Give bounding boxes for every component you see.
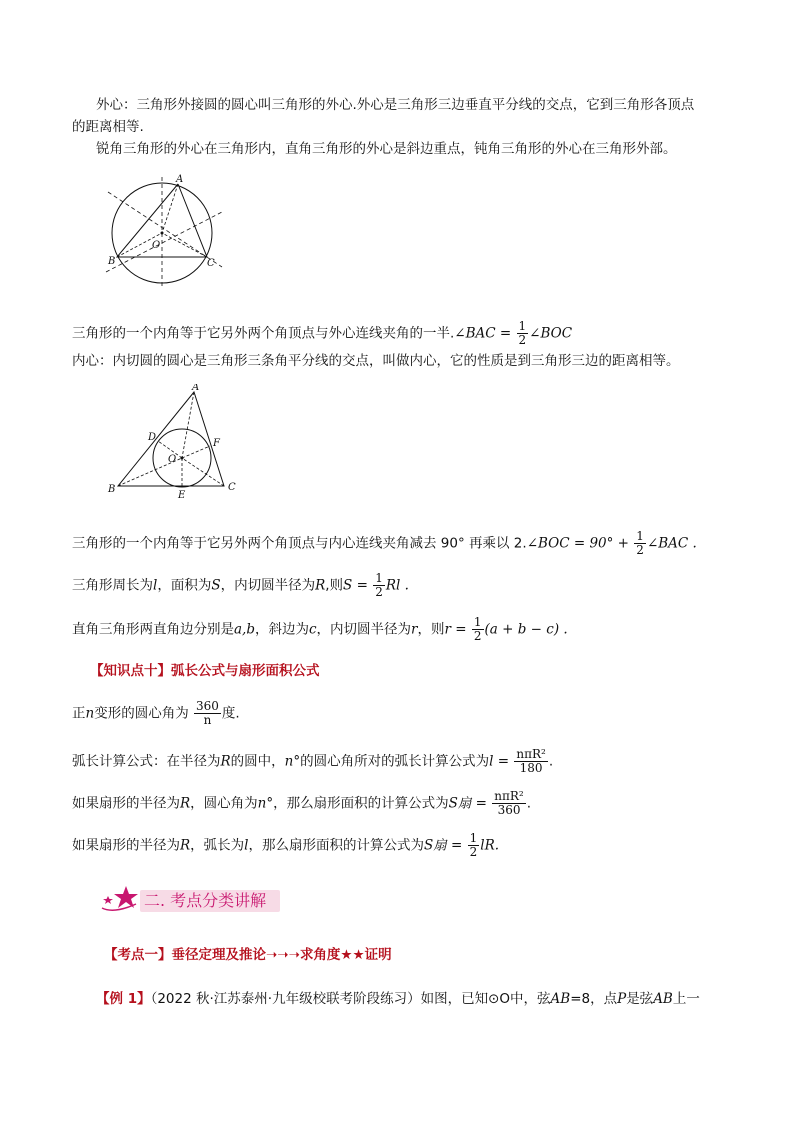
fig2-label-c: C xyxy=(228,482,236,493)
example-eq: =8，点 xyxy=(570,991,618,1007)
right-triangle-inradius xyxy=(72,616,568,643)
p7-var-c: c xyxy=(308,621,317,638)
fraction-half-3: $\frac{1}{2}$ xyxy=(375,571,383,599)
test-point-heading xyxy=(104,946,392,964)
example-var-ab: AB xyxy=(550,991,571,1007)
test-point-tail: 求角度★★证明 xyxy=(299,947,392,963)
example-1 xyxy=(96,990,700,1008)
example-text: 如图，已知⊙O中，弦 xyxy=(420,991,551,1007)
sector-area-formula-angle: 如果扇形的半径为R，圆心角为n°，那么扇形面积的计算公式为S扇 = $\frac{\text{nπR²}}{360}$ . xyxy=(72,789,532,817)
circumcenter-position: 锐角三角形的外心在三角形内，直角三角形的外心是斜边重点，钝角三角形的外心在三角形外部。 xyxy=(96,141,677,157)
fig2-label-a: A xyxy=(192,384,200,393)
p7-formula-rhs: (a + b − c) . xyxy=(484,621,568,638)
p11-var-r: R xyxy=(180,837,191,854)
polygon-central-angle xyxy=(72,700,240,727)
incenter-angle-property xyxy=(72,530,697,557)
formula-bac-rhs: ∠BAC . xyxy=(646,535,697,552)
fraction-sector: $\frac{\text{nπR²}}{360}$ xyxy=(494,789,524,817)
fig1-label-a: A xyxy=(176,174,184,185)
fig2-label-e: E xyxy=(178,490,186,500)
p10-formula-lhs: S扇 = xyxy=(448,795,487,812)
arrow-icons: ➝➝➝ xyxy=(266,947,300,963)
fig1-label-o: O xyxy=(152,240,161,251)
example-var-ab2: AB xyxy=(653,991,673,1007)
p11-formula-lhs: S扇 = xyxy=(424,837,463,854)
p6-text-3: ，内切圆半径为 xyxy=(220,577,316,594)
fraction-half-2: $\frac{1}{2}$ xyxy=(636,529,644,557)
p9-text-2: 的圆中， xyxy=(230,753,285,770)
p7-text: 直角三角形两直角边分别是 xyxy=(72,621,234,638)
fraction-arc: $\frac{\text{nπR²}}{180}$ xyxy=(516,747,546,775)
fig1-label-c: C xyxy=(207,258,215,269)
formula-boc: ∠BOC xyxy=(529,325,573,342)
p10-text: 如果扇形的半径为 xyxy=(72,795,180,812)
example-end: 上一 xyxy=(672,991,700,1007)
p9-var-n: n° xyxy=(284,753,301,770)
example-source: （2022 秋·江苏泰州·九年级校联考阶段练习） xyxy=(150,991,421,1007)
example-tail: 是弦 xyxy=(626,991,654,1007)
p6-formula-lhs: S = xyxy=(343,577,368,594)
circumcenter-angle-property xyxy=(72,320,572,347)
p9-var-r: R xyxy=(220,753,231,770)
p7-var-ab: a,b xyxy=(234,621,255,638)
p11-text: 如果扇形的半径为 xyxy=(72,837,180,854)
circumcircle-figure xyxy=(104,172,230,298)
p7-text-3: ，内切圆半径为 xyxy=(316,621,412,638)
p11-var-l: l xyxy=(244,837,249,854)
star-icon xyxy=(100,884,144,914)
incenter-definition: 内心：内切圆的圆心是三角形三条角平分线的交点，叫做内心，它的性质是到三角形三边的距离相等。 xyxy=(72,353,680,369)
fraction-half-4: $\frac{1}{2}$ xyxy=(473,615,482,643)
arc-length-formula: 弧长计算公式：在半径为R的圆中，n°的圆心角所对的弧长计算公式为l = $\frac{\text{nπR²}}{180}$ . xyxy=(72,747,554,775)
angle-property-text: 三角形的一个内角等于它另外两个角顶点与外心连线夹角的一半. xyxy=(72,325,455,342)
p10-var-r: R xyxy=(180,795,191,812)
p6-text-4: ,则 xyxy=(325,577,344,594)
fraction-half: $\frac{1}{2}$ xyxy=(518,319,527,347)
sector-area-formula-arc xyxy=(72,832,499,859)
test-point-title: 【考点一】垂径定理及推论 xyxy=(104,947,266,963)
example-label: 【例 1】 xyxy=(96,991,151,1007)
p8-suffix: 度. xyxy=(221,705,240,722)
formula-boc-lhs: ∠BOC = 90° + xyxy=(526,535,629,552)
p6-var-s: S xyxy=(211,577,221,594)
section-banner xyxy=(100,884,280,914)
circumcenter-definition: 外心：三角形外接圆的圆心叫三角形的外心.外心是三角形三边垂直平分线的交点，它到三角形各顶点 xyxy=(96,97,695,113)
circumcenter-definition-cont: 的距离相等. xyxy=(72,119,144,135)
fraction-half-5: $\frac{1}{2}$ xyxy=(469,831,478,859)
p6-formula-rhs: Rl . xyxy=(385,577,409,594)
p7-text-4: ，则 xyxy=(417,621,445,638)
p9-formula-lhs: l = xyxy=(489,753,510,770)
formula-bac-lhs: ∠BAC = xyxy=(454,325,512,342)
p10-var-n: n° xyxy=(257,795,274,812)
p10-text-2: ，圆心角为 xyxy=(190,795,258,812)
p11-formula-rhs: lR. xyxy=(480,837,500,854)
p7-text-2: ，斜边为 xyxy=(254,621,309,638)
p9-text: 弧长计算公式：在半径为 xyxy=(72,753,221,770)
section-title: 二. 考点分类讲解 xyxy=(144,891,267,910)
p7-var-r: r xyxy=(411,621,418,638)
p8-var-n: n xyxy=(85,705,95,722)
fig2-label-b: B xyxy=(108,484,116,495)
incircle-figure xyxy=(106,384,242,500)
p6-text: 三角形周长为 xyxy=(72,577,153,594)
example-var-p: P xyxy=(617,991,627,1007)
p7-formula-lhs: r = xyxy=(444,621,467,638)
p10-text-3: ，那么扇形面积的计算公式为 xyxy=(273,795,449,812)
fig1-label-b: B xyxy=(108,256,116,267)
knowledge-point-heading: 【知识点十】弧长公式与扇形面积公式 xyxy=(90,663,320,679)
p8-text-2: 变形的圆心角为 xyxy=(94,705,189,722)
p6-text-2: ，面积为 xyxy=(157,577,212,594)
incircle-area-formula xyxy=(72,572,409,599)
p6-var-r: R xyxy=(315,577,326,594)
fig2-label-o: O xyxy=(168,454,177,465)
p11-text-3: ，那么扇形面积的计算公式为 xyxy=(248,837,424,854)
incenter-angle-text: 三角形的一个内角等于它另外两个角顶点与内心连线夹角减去 90° 再乘以 2. xyxy=(72,535,527,552)
p11-text-2: ，弧长为 xyxy=(190,837,245,854)
p8-text: 正 xyxy=(72,705,86,722)
p6-var-l: l xyxy=(153,577,158,594)
fig2-label-d: D xyxy=(148,432,157,443)
fig2-label-f: F xyxy=(213,438,220,449)
fraction-360-n: $\frac{360}{n}$ xyxy=(196,699,219,727)
p9-text-3: 的圆心角所对的弧长计算公式为 xyxy=(300,753,490,770)
